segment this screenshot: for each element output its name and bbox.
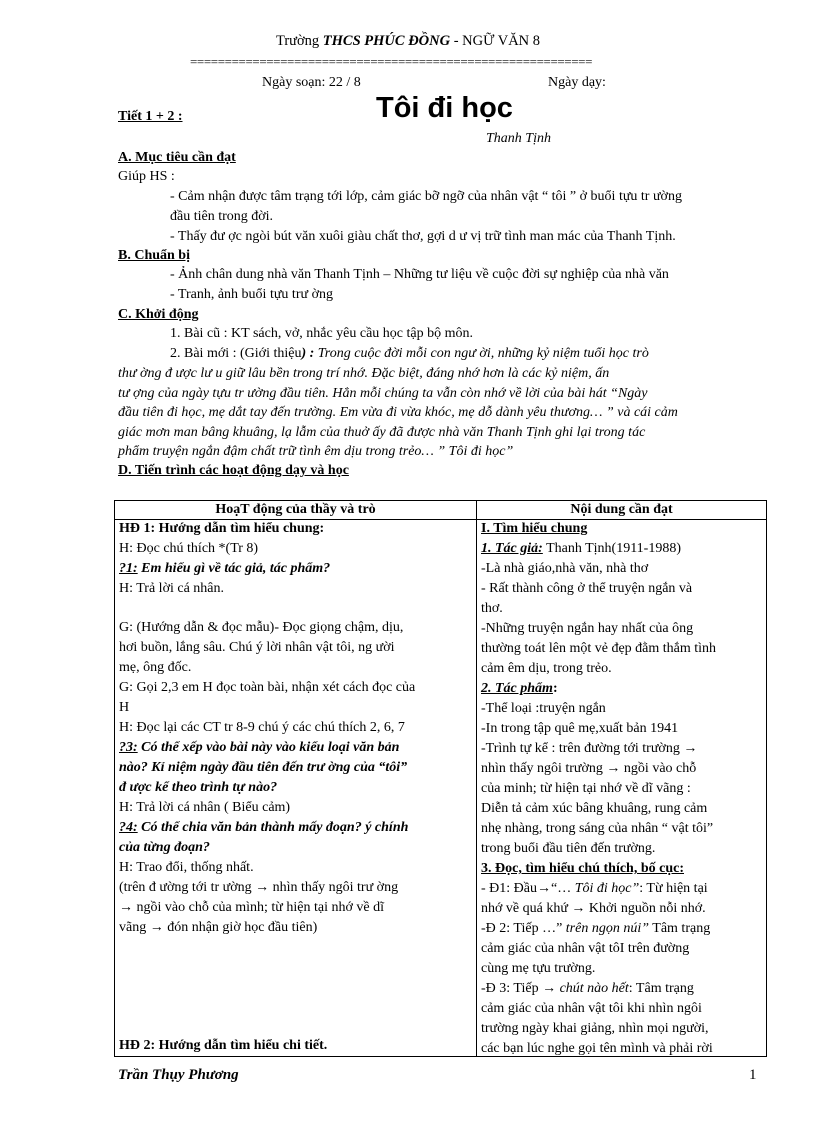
section-d-heading: D. Tiến trình các hoạt động dạy và học — [118, 463, 349, 478]
activity-line: H — [119, 700, 130, 715]
section-b-line: - Tranh, ảnh buổi tựu trư ờng — [170, 287, 333, 302]
activity-line: H: Đọc lại các CT tr 8-9 chú ý các chú thích 2, 6, 7 — [119, 720, 405, 735]
page-header — [0, 33, 816, 50]
footer-author: Trần Thụy Phương — [118, 1067, 239, 1083]
question-text: đ ược kể theo trình tự nào? — [119, 780, 278, 795]
section-b-heading: B. Chuẩn bị — [118, 248, 190, 263]
section-b-line: - Ảnh chân dung nhà văn Thanh Tịnh – Những tư liệu về cuộc đời sự nghiệp của nhà văn — [170, 267, 669, 282]
work-heading — [481, 681, 558, 697]
content-section-3: 3. Đọc, tìm hiểu chú thích, bố cục: — [481, 861, 684, 876]
work-colon: : — [552, 681, 558, 696]
intro-paragraph-line: đầu tiên đi học, mẹ dắt tay đến trường. Em vừa đi vừa khóc, mẹ dỗ dành yêu thương… ” và cái cảm — [118, 405, 678, 420]
content-line: nhìn thấy ngôi trường → ngồi vào chỗ — [481, 761, 697, 776]
content-line: thường toát lên một vẻ đẹp đằm thắm tình — [481, 641, 717, 656]
content-line: -Là nhà giáo,nhà văn, nhà thơ — [481, 561, 649, 576]
activity-line: H: Trao đổi, thống nhất. — [119, 860, 254, 875]
intro-paragraph-line: phẩm truyện ngắn đậm chất trữ tình êm dịu trong trẻo… ” Tôi đi học” — [118, 444, 514, 459]
intro-paragraph-line: thư ờng đ ược lư u giữ lâu bền trong trí nhớ. Đặc biệt, đáng nhớ hơn là các kỷ niệm, ấn — [118, 366, 610, 381]
question-number: ?4: — [119, 820, 138, 835]
content-line: - Rất thành công ở thể truyện ngắn và — [481, 581, 693, 596]
question-text: Có thể chia văn bản thành mấy đoạn? ý chính — [137, 820, 409, 835]
content-line: cảm giác của nhân vật tôI trên đường — [481, 941, 690, 956]
p1-rest: : Từ hiện tại — [639, 881, 708, 896]
lesson-table — [114, 500, 767, 1057]
activity-line: hơi buồn, lắng sâu. Chú ý lời nhân vật tôi, ng ười — [119, 640, 395, 655]
intro-paragraph-line: giác mơn man bâng khuâng, lạ lẫm của thuở ấy đã được nhà văn Thanh Tịnh ghi lại trong tác — [118, 425, 646, 440]
p2-quote: trên ngọn núi” — [562, 921, 650, 936]
intro-paragraph-line: tư ợng của ngày tựu tr ường đầu tiên. Hẳn mỗi chúng ta vẫn còn nhớ về lời của bài hát “Ngày — [118, 386, 648, 401]
section-a-heading: A. Mục tiêu cần đạt — [118, 150, 236, 165]
lesson-period: Tiết 1 + 2 : — [118, 109, 183, 124]
section-a-line: đầu tiên trong đời. — [170, 209, 274, 224]
paragraph-2-line — [481, 921, 710, 937]
activity-cell — [115, 520, 477, 1057]
question-number: ?1: — [119, 561, 138, 576]
hd1-heading: HĐ 1: Hướng dẫn tìm hiểu chung: — [119, 521, 325, 536]
header-rule: ========================================================== — [190, 56, 593, 68]
section-a-line: - Cảm nhận được tâm trạng tới lớp, cảm giác bỡ ngỡ của nhân vật “ tôi ” ở buổi tựu tr ường — [170, 189, 682, 204]
section-c-heading: C. Khởi động — [118, 307, 199, 322]
hd2-heading: HĐ 2: Hướng dẫn tìm hiểu chi tiết. — [119, 1038, 328, 1053]
p3-lead: -Đ 3: Tiếp — [481, 981, 543, 996]
question-text: nào? Kỉ niệm ngày đầu tiên đến trư ờng của “tôi” — [119, 760, 408, 775]
content-section-1: I. Tìm hiểu chung — [481, 521, 588, 536]
author-label: 1. Tác giả: — [481, 541, 543, 556]
activity-line: G: Gọi 2,3 em H đọc toàn bài, nhận xét cách đọc của — [119, 680, 416, 695]
arrow-right-icon: → — [542, 981, 560, 996]
activity-line: H: Trả lời cá nhân ( Biểu cảm) — [119, 800, 291, 815]
header-subject: - NGỮ VĂN 8 — [450, 33, 541, 49]
section-c-line — [170, 346, 649, 362]
content-line: cảm êm dịu, trong trẻo. — [481, 661, 612, 676]
question-text: Có thể xếp vào bài này vào kiểu loại văn bản — [137, 740, 400, 755]
activity-line: → ngồi vào chỗ của mình; từ hiện tại nhớ về dĩ — [119, 900, 384, 915]
activity-line: mẹ, ông đốc. — [119, 660, 192, 675]
content-line: -Những truyện ngắn hay nhất của ông — [481, 621, 694, 636]
author-text: Thanh Tịnh(1911-1988) — [542, 541, 681, 556]
content-line: của minh; từ hiện tại nhớ về dĩ vãng : — [481, 781, 691, 796]
school-name: THCS PHÚC ĐỒNG — [322, 33, 451, 49]
section-a-line: Giúp HS : — [118, 169, 175, 184]
p1-quote-open: “… — [551, 881, 575, 896]
date-prepared: Ngày soạn: 22 / 8 — [262, 75, 361, 90]
table-header-row — [115, 501, 767, 520]
col-activity-header: HoạT động của thầy và trò — [115, 501, 477, 520]
content-line: trường ngày khai giảng, nhìn mọi người, — [481, 1021, 709, 1036]
question-number: ?3: — [119, 740, 138, 755]
work-label: 2. Tác phẩm — [481, 681, 553, 696]
content-line: trong buổi đầu tiên đến trường. — [481, 841, 656, 856]
content-line: thơ. — [481, 601, 503, 616]
paragraph-1-line — [481, 881, 708, 897]
col-content-header: Nội dung cần đạt — [477, 501, 767, 520]
question-4 — [119, 820, 408, 836]
content-line: cảm giác của nhân vật tôi khi nhìn ngôi — [481, 1001, 702, 1016]
lesson-title: Tôi đi học — [376, 92, 513, 124]
question-1 — [119, 561, 330, 577]
activity-line: (trên đ ường tới tr ường → nhìn thấy ngôi trư ờng — [119, 880, 399, 895]
question-text: Em hiểu gì về tác giả, tác phẩm? — [137, 561, 331, 576]
content-line: -Thể loại :truyện ngắn — [481, 701, 606, 716]
content-line: Diễn tả cảm xúc bâng khuâng, rung cảm — [481, 801, 708, 816]
content-line: các bạn lúc nghe gọi tên mình và phải rời — [481, 1041, 713, 1056]
p1-lead: - Đ1: Đầu — [481, 881, 537, 896]
activity-line: H: Đọc chú thích *(Tr 8) — [119, 541, 259, 556]
lesson-author: Thanh Tịnh — [486, 131, 551, 146]
content-cell — [477, 520, 767, 1057]
content-line: nhớ về quá khứ → Khởi nguồn nỗi nhớ. — [481, 901, 706, 916]
p2-lead: -Đ 2: Tiếp …” — [481, 921, 563, 936]
question-text: của từng đoạn? — [119, 840, 210, 855]
page-number: 1 — [749, 1067, 757, 1083]
content-line: -Trình tự kể : trên đường tới trường → — [481, 741, 698, 756]
p2-rest: Tâm trạng — [649, 921, 711, 936]
p3-rest: : Tâm trạng — [628, 981, 694, 996]
content-line: -In trong tập quê mẹ,xuất bản 1941 — [481, 721, 679, 736]
p3-quote: chút nào hết — [559, 981, 629, 996]
author-line — [481, 541, 681, 557]
arrow-right-icon: → — [537, 881, 551, 896]
p1-quote: Tôi đi học” — [574, 881, 640, 896]
intro-paren: ) : — [301, 346, 318, 361]
paragraph-3-line — [481, 981, 694, 997]
question-3 — [119, 740, 399, 756]
intro-italic: Trong cuộc đời mỗi con ngư ời, những kỷ niệm tuổi học trò — [317, 346, 649, 361]
section-a-line: - Thấy đư ợc ngòi bút văn xuôi giàu chất thơ, gợi d ư vị trữ tình man mác của Thanh Tịnh. — [170, 229, 676, 244]
activity-line: H: Trả lời cá nhân. — [119, 581, 225, 596]
content-line: cùng mẹ tựu trường. — [481, 961, 596, 976]
content-line: nhẹ nhàng, trong sáng của nhân “ vật tôi” — [481, 821, 714, 836]
section-c-line: 1. Bài cũ : KT sách, vở, nhắc yêu cầu học tập bộ môn. — [170, 326, 474, 341]
intro-lead: 2. Bài mới : (Giới thiệu — [170, 346, 302, 361]
activity-line: vãng → đón nhận giờ học đầu tiên) — [119, 920, 318, 935]
header-prefix: Trường — [275, 33, 323, 49]
activity-line: G: (Hướng dẫn & đọc mẫu)- Đọc giọng chậm, dịu, — [119, 620, 404, 635]
date-taught: Ngày dạy: — [548, 75, 606, 90]
table-row — [115, 520, 767, 1057]
